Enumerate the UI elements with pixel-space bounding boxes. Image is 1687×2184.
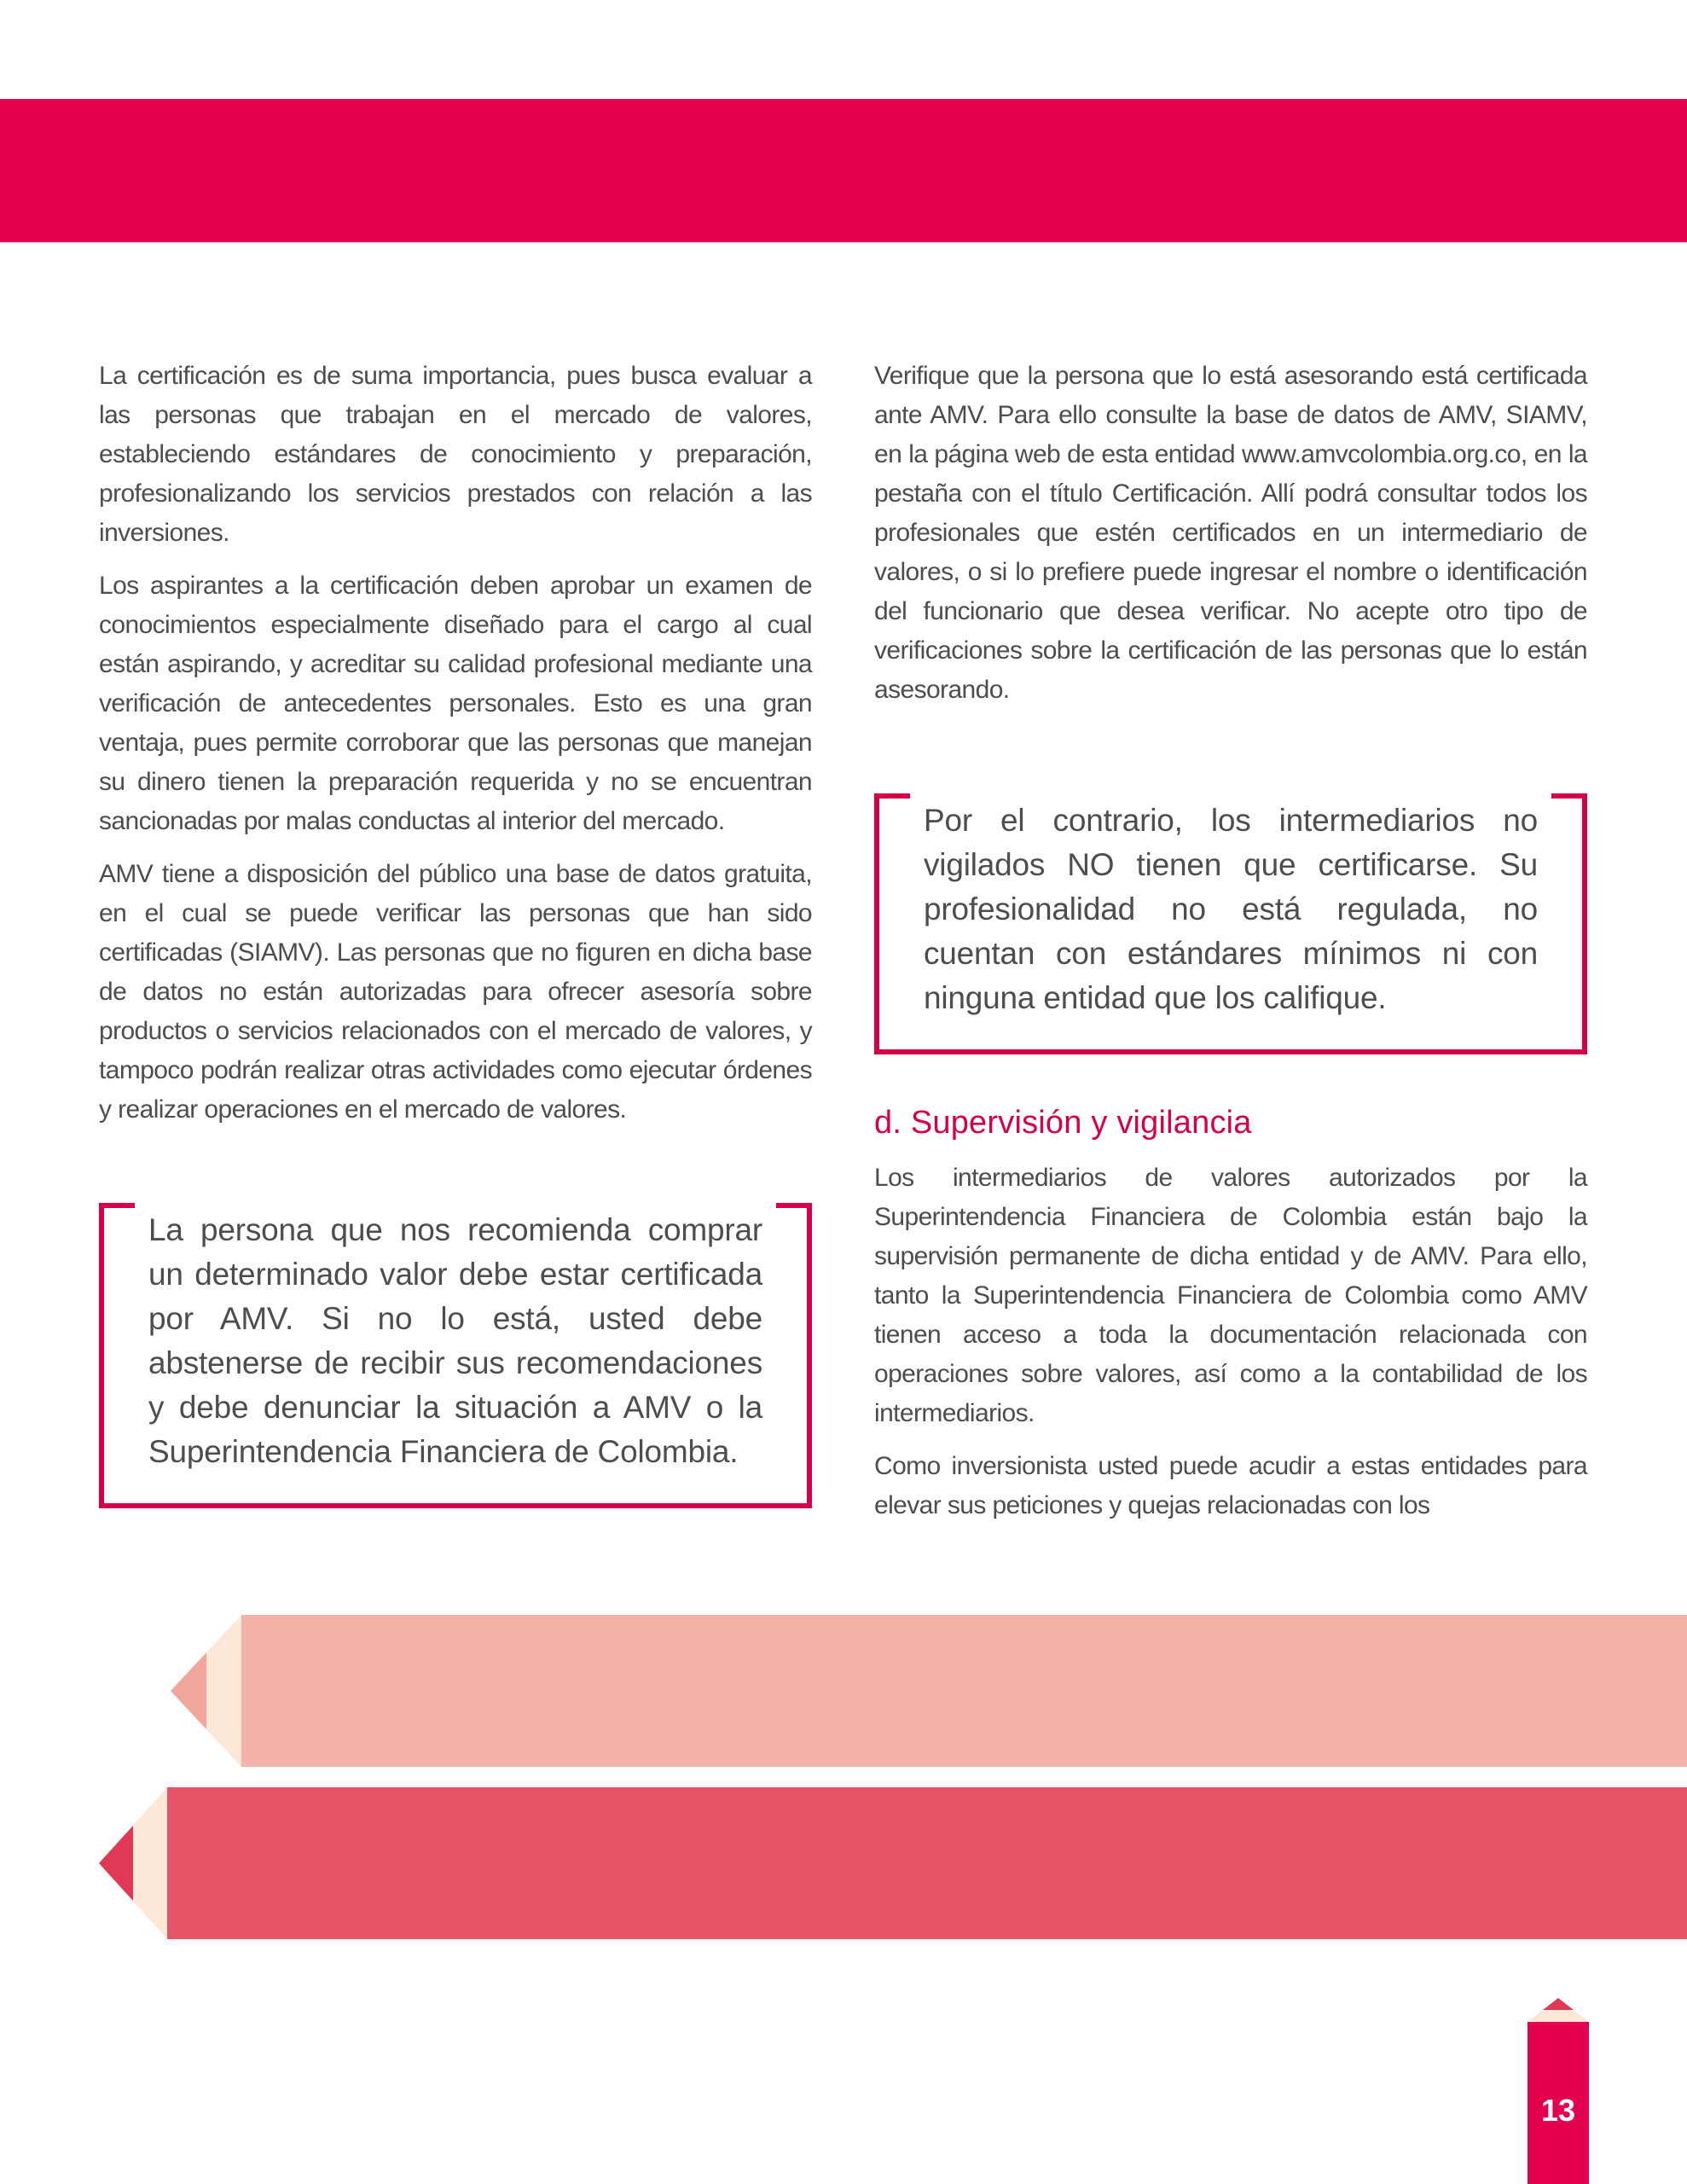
pencil-dark-decoration <box>99 1787 1687 1939</box>
paragraph: La certificación es de suma importancia, pues busca evaluar a las personas que trabajan en el mercado de valores, estableciendo estándares de conocimiento y preparación, profesionalizando los servicios prestados con relación a las inversiones. <box>99 362 812 547</box>
paragraph: Como inversionista usted puede acudir a estas entidades para elevar sus peticiones y quejas relacionadas con los <box>874 1452 1587 1519</box>
header-band <box>0 99 1687 242</box>
paragraph: Los aspirantes a la certificación deben aprobar un examen de conocimientos especialmente diseñado para el cargo al cual están aspirando, y acreditar su calidad profesional mediante una verificación de antecedentes personales. Esto es una gran ventaja, pues permite corroborar que las personas que manejan su dinero tienen la preparación requerida y no se encuentran sancionadas por malas conductas al interior del mercado. <box>99 572 812 835</box>
right-column <box>874 357 1587 1539</box>
paragraph: Los intermediarios de valores autorizados por la Superintendencia Financiera de Colombia están bajo la supervisión permanente de dicha entidad y de AMV. Para ello, tanto la Superintendencia Financiera de Colombia como AMV tienen acceso a toda la documentación relacionada con operaciones sobre valores, así como a la contabilidad de los intermediarios. <box>874 1164 1587 1427</box>
pencil-light-decoration <box>171 1615 1687 1767</box>
page-number: 13 <box>1540 2093 1576 2128</box>
callout-box: La persona que nos recomienda comprar un determinado valor debe estar certificada por AMV. Si no lo está, usted debe abstenerse de recibir sus recomendaciones y debe denunciar la situación a AMV o la Superintendencia Financiera de Colombia. <box>99 1203 812 1508</box>
callout-box: Por el contrario, los intermediarios no vigilados NO tienen que certificarse. Su profesionalidad no está regulada, no cuentan con estándares mínimos ni con ninguna entidad que los califique. <box>874 793 1587 1054</box>
left-column <box>99 357 812 1508</box>
paragraph: Verifique que la persona que lo está asesorando está certificada ante AMV. Para ello consulte la base de datos de AMV, SIAMV, en la página web de esta entidad www.amvcolombia.org.co, en la pestaña con el título Certificación. Allí podrá consultar todos los profesionales que estén certificados en un intermediario de valores, o si lo prefiere puede ingresar el nombre o identificación del funcionario que desea verificar. No acepte otro tipo de verificaciones sobre la certificación de las personas que lo están asesorando. <box>874 362 1587 704</box>
section-heading: d. Supervisión y vigilancia <box>874 1105 1252 1141</box>
paragraph: AMV tiene a disposición del público una base de datos gratuita, en el cual se puede verificar las personas que han sido certificadas (SIAMV). Las personas que no figuren en dicha base de datos no están autorizadas para ofrecer asesoría sobre productos o servicios relacionados con el mercado de valores, y tampoco podrán realizar otras actividades como ejecutar órdenes y realizar operaciones en el mercado de valores. <box>99 860 812 1124</box>
page-number-tab <box>1528 1998 1589 2184</box>
